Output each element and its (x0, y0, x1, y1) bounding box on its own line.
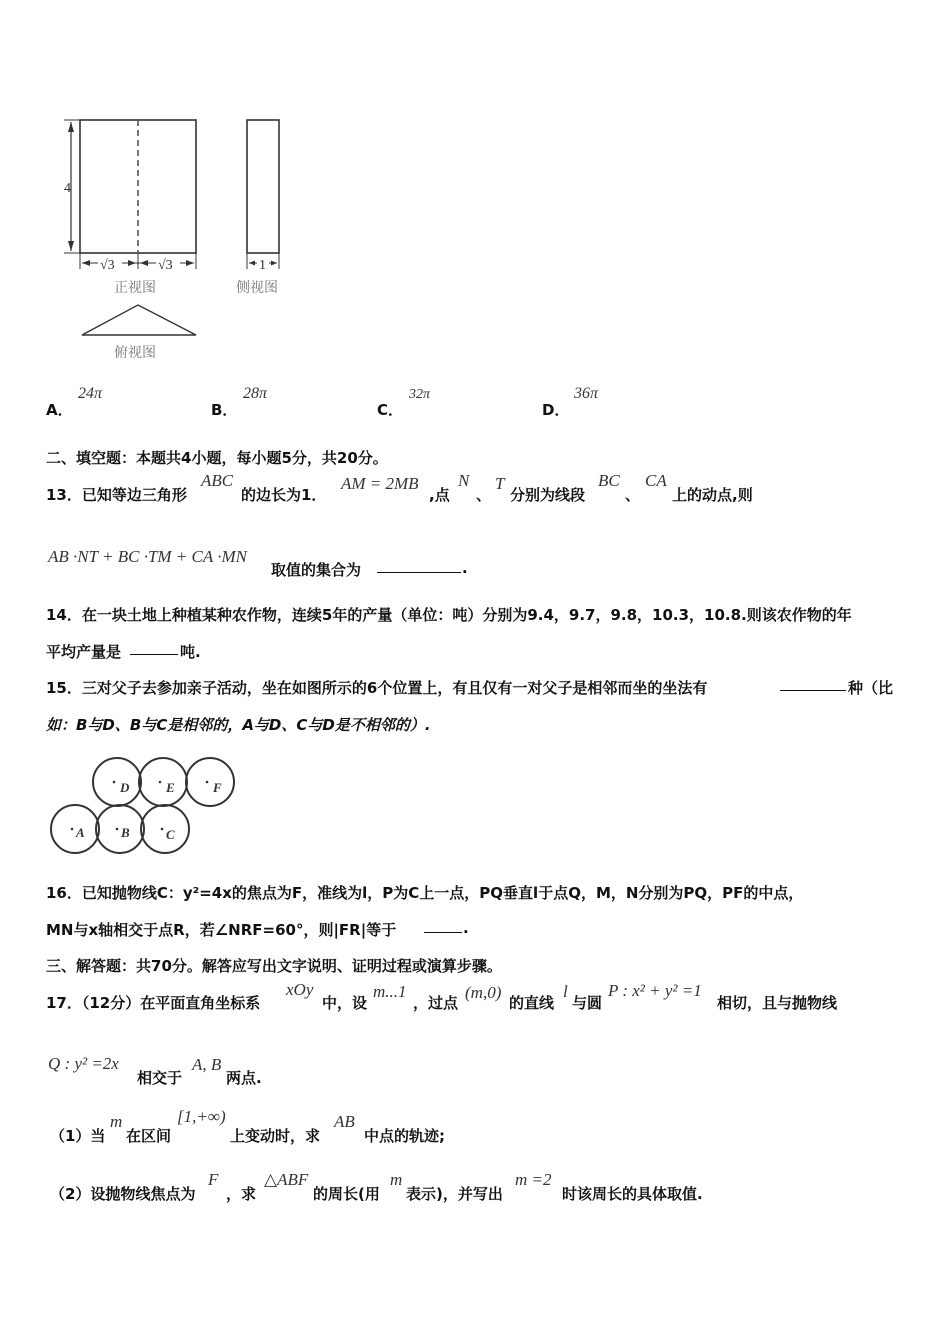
q13-text-8: 取值的集合为 (271, 561, 362, 579)
q13-text-1: 13．已知等边三角形 (46, 486, 187, 504)
seat-label-a: A (76, 825, 85, 840)
q17-math-circle: P : x² + y² =1 (608, 981, 702, 1000)
front-width-right-label: √3 (158, 258, 173, 273)
q13-end: . (462, 559, 468, 577)
seat-label-c: C (166, 827, 175, 842)
q13-text-4: 、 (476, 486, 492, 504)
q15-line-1b: 种（比 (848, 679, 894, 697)
option-c-value: 32π (409, 387, 431, 402)
q17-part1-b: 在区间 (126, 1127, 172, 1145)
q15-answer-blank[interactable] (780, 676, 846, 691)
q13-math-ca: CA (645, 471, 667, 490)
option-a-letter: A． (46, 401, 73, 419)
option-d-value: 36π (574, 385, 599, 402)
q17-math-xoy: xOy (286, 980, 314, 999)
top-view-caption: 俯视图 (114, 345, 156, 361)
q13-math-am: AM = 2MB (341, 474, 419, 493)
side-view-rect (247, 120, 279, 253)
q17-math-m: m...1 (373, 982, 407, 1001)
q15-line-1a: 15．三对父子去参加亲子活动，坐在如图所示的6个位置上，有且仅有一对父子是相邻而坐的坐法有 (46, 679, 708, 697)
seat-label-f: F (213, 780, 222, 795)
q17-part2-e: 时该周长的具体取值. (562, 1185, 703, 1203)
q16-line-1: 16．已知抛物线C：y²=4x的焦点为F，准线为l，P为C上一点，PQ垂直l于点Q，M，N分别为PQ，PF的中点， (46, 884, 804, 902)
option-a-value: 24π (78, 385, 103, 402)
q17-part1-d: 中点的轨迹; (364, 1127, 445, 1145)
q17-text-5: 与圆 (572, 994, 603, 1012)
option-d-letter: D． (542, 401, 570, 419)
option-c-letter: C． (377, 401, 404, 419)
q16-line-2b: . (463, 919, 469, 937)
q14-answer-blank[interactable] (130, 640, 178, 655)
q13-math-abc: ABC (201, 471, 234, 490)
q13-text-6: 、 (625, 486, 641, 504)
q17-part2-a: （2）设抛物线焦点为 (50, 1185, 196, 1203)
q17-math-l: l (563, 982, 568, 1001)
seat-label-d: D (120, 780, 130, 795)
q13-math-expression: AB ·NT + BC ·TM + CA ·MN (48, 547, 247, 566)
q13-math-t: T (495, 474, 505, 493)
q17-text-8: 两点. (226, 1069, 262, 1087)
q17-part2-m: m (390, 1170, 403, 1189)
q13-math-n: N (458, 471, 470, 490)
seat-circle-f (186, 758, 234, 806)
q13-math-bc: BC (598, 471, 620, 490)
seat-circle-a (51, 805, 99, 853)
side-width-label: 1 (259, 258, 266, 273)
front-width-left-label: √3 (100, 258, 115, 273)
q17-part1-c: 上变动时，求 (230, 1127, 321, 1145)
q17-text-4: 的直线 (509, 994, 555, 1012)
q13-text-3: ,点 (429, 486, 450, 504)
q14-line-2b: 吨. (180, 643, 201, 661)
q17-part2-d: 表示)，并写出 (406, 1185, 503, 1203)
seat-label-e: E (166, 780, 175, 795)
q17-part2-c: 的周长(用 (313, 1185, 380, 1203)
q13-text-2: 的边长为1． (241, 486, 327, 504)
q17-part1-ab: AB (334, 1112, 355, 1131)
option-b-value: 28π (243, 385, 268, 402)
q15-line-2: 如：B与D、B与C是相邻的，A与D、C与D是不相邻的）. (46, 716, 431, 734)
front-view-caption: 正视图 (114, 280, 156, 296)
q17-part1-a: （1）当 (50, 1127, 106, 1145)
q17-part2-triangle: △ABF (264, 1170, 309, 1189)
q13-answer-blank[interactable] (377, 558, 461, 573)
q17-part1-interval: [1,+∞) (177, 1107, 226, 1126)
q17-text-3: ，过点 (413, 994, 459, 1012)
section-3-heading: 三、解答题：共70分。解答应写出文字说明、证明过程或演算步骤。 (46, 957, 502, 975)
q13-text-5: 分别为线段 (510, 486, 586, 504)
q17-part2-m-eq: m =2 (515, 1170, 552, 1189)
q14-line-2a: 平均产量是 (46, 643, 122, 661)
q17-text-1: 17．（12分）在平面直角坐标系 (46, 994, 261, 1012)
q14-line-1: 14．在一块土地上种植某种农作物，连续5年的产量（单位：吨）分别为9.4，9.7，9.8，10.3，10.8.则该农作物的年 (46, 606, 852, 624)
q17-math-parabola: Q : y² =2x (48, 1054, 119, 1073)
q17-text-7: 相交于 (137, 1069, 183, 1087)
seat-circle-e (139, 758, 187, 806)
top-view-triangle (82, 305, 196, 335)
q16-answer-blank[interactable] (424, 918, 462, 933)
q17-text-6: 相切，且与抛物线 (717, 994, 838, 1012)
q13-text-7: 上的动点,则 (672, 486, 753, 504)
q17-math-ab: A, B (192, 1055, 222, 1074)
seat-label-b: B (121, 825, 130, 840)
q17-part2-f: F (208, 1170, 219, 1189)
option-b-letter: B． (211, 401, 238, 419)
three-view-figure (40, 95, 340, 370)
seat-circle-d (93, 758, 141, 806)
side-view-caption: 侧视图 (236, 280, 278, 296)
section-2-heading: 二、填空题：本题共4小题，每小题5分，共20分。 (46, 449, 388, 467)
q17-text-2: 中，设 (322, 994, 368, 1012)
q17-math-point: (m,0) (465, 983, 502, 1002)
q17-part1-m: m (110, 1112, 123, 1131)
front-height-label: 4 (64, 181, 71, 196)
seat-circle-c (141, 805, 189, 853)
q17-part2-b: ，求 (226, 1185, 257, 1203)
seat-figure (44, 752, 244, 862)
seat-circle-b (96, 805, 144, 853)
q16-line-2a: MN与x轴相交于点R，若∠NRF=60°，则|FR|等于 (46, 921, 397, 939)
